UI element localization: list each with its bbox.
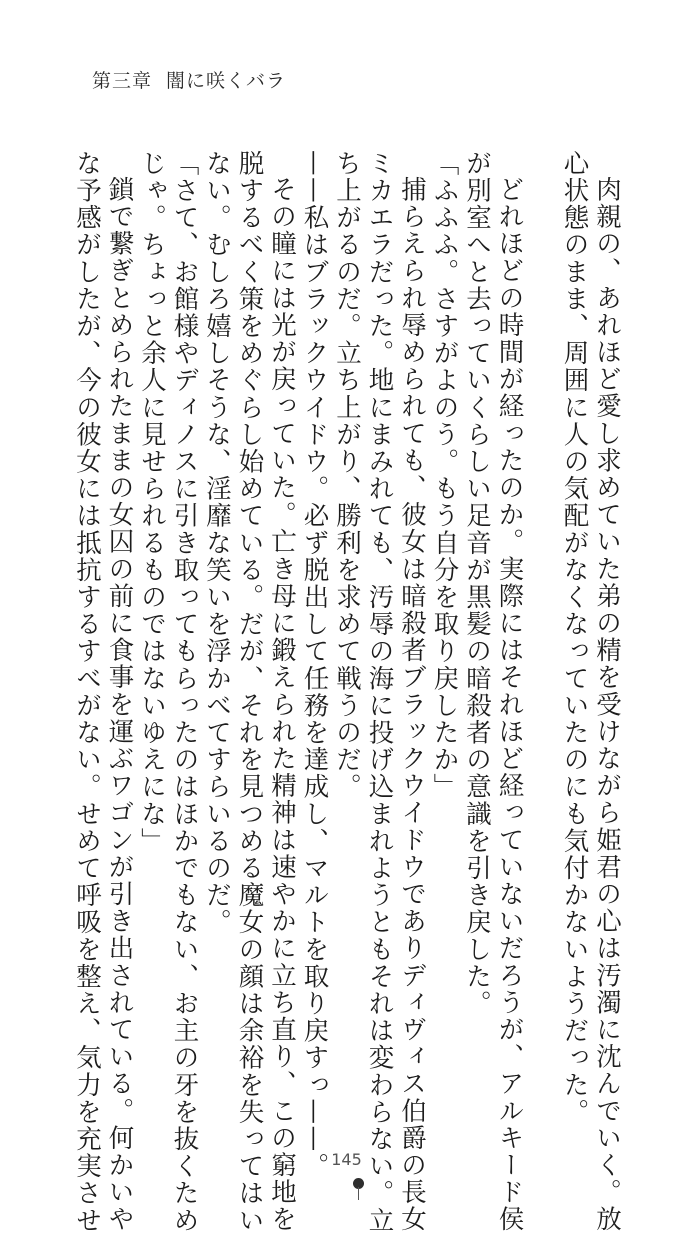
text-line: 鎖で繋ぎとめられたままの女囚の前に食事を運ぶワゴンが引き出されている。何かいや [104, 176, 135, 1233]
text-line: ち上がるのだ。立ち上がり、勝利を求めて戦うのだ。 [332, 150, 362, 801]
text-line: その瞳には光が戻っていた。亡き母に鍛えられた精神は速やかに立ち直り、この窮地を [267, 176, 297, 1233]
text-line: 心状態のまま、周囲に人の気配がなくなっていたのにも気付かないようだった。 [559, 150, 590, 1126]
text-line: ——私はブラックウイドウ。必ず脱出して任務を達成し、マルトを取り戻すっ——。 [299, 150, 330, 1180]
text-line: 脱するべく策をめぐらし始めている。だが、それを見つめる魔女の顔は余裕を失ってはい [234, 150, 265, 1234]
page-number: 145 [331, 1150, 362, 1169]
text-line: ミカエラだった。地にまみれても、汚辱の海に投げ込まれようともそれは変わらない。立 [364, 150, 395, 1234]
chapter-label: 第三章 [92, 70, 153, 92]
text-line: ない。むしろ嬉しそうな、淫靡な笑いを浮かべてすらいるのだ。 [202, 150, 232, 936]
text-line: どれほどの時間が経ったのか。実際にはそれほど経っていないだろうが、アルキード侯 [494, 176, 525, 1233]
text-line: 「さて、お館様やディノスに引き取ってもらったのはほかでもない、お主の牙を抜くため [169, 150, 200, 1234]
text-line: が別室へと去っていくらしい足音が黒髪の暗殺者の意識を引き戻した。 [462, 150, 492, 1018]
running-head [92, 66, 286, 93]
text-line: 捕らえられ辱められても、彼女は暗殺者ブラックウイドウでありディヴィス伯爵の長女 [397, 176, 427, 1233]
chapter-title: 闇に咲くバラ [166, 70, 287, 92]
text-line: 「ふふふ。さすがよのう。もう自分を取り戻したか」 [429, 150, 460, 801]
bookmark-marker-icon [353, 1178, 365, 1200]
text-line: じゃ。ちょっと余人に見せられるものではないゆえにな」 [137, 150, 167, 855]
text-line: な予感がしたが、今の彼女には抵抗するすべがない。せめて呼吸を整え、気力を充実させ [72, 150, 102, 1234]
text-line: 肉親の、あれほど愛し求めていた弟の精を受けながら姫君の心は汚濁に沈んでいく。放 [592, 176, 622, 1233]
blank-line [526, 150, 559, 990]
